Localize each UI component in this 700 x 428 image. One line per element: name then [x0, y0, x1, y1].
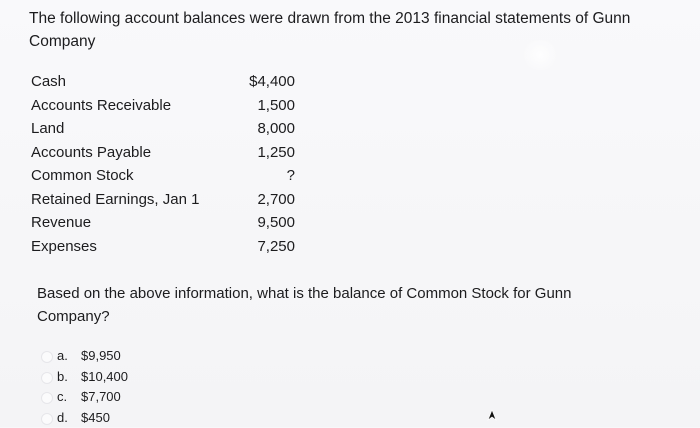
question-intro: The following account balances were drawn from the 2013 financial statements of Gunn Company — [29, 7, 669, 53]
answer-choice-a[interactable] — [41, 346, 241, 367]
balance-row-common-stock — [31, 164, 321, 188]
balance-label: Retained Earnings, Jan 1 — [31, 188, 199, 212]
balance-value: ? — [287, 164, 295, 188]
choice-text: $7,700 — [81, 387, 121, 408]
balance-row-accounts-receivable — [31, 94, 321, 118]
choice-letter: b. — [57, 367, 68, 388]
answer-choice-b[interactable] — [41, 367, 241, 388]
balance-label: Accounts Payable — [31, 141, 151, 165]
balance-label: Common Stock — [31, 164, 134, 188]
balance-row-expenses — [31, 235, 321, 259]
answer-choices — [41, 346, 241, 428]
balance-row-land — [31, 117, 321, 141]
radio-button[interactable] — [41, 351, 53, 363]
balance-label: Land — [31, 117, 64, 141]
balance-value: 9,500 — [257, 211, 295, 235]
balance-value: 1,250 — [257, 141, 295, 165]
balance-label: Expenses — [31, 235, 97, 259]
balance-value: 8,000 — [257, 117, 295, 141]
balance-label: Revenue — [31, 211, 91, 235]
account-balances-list — [31, 70, 321, 258]
balance-value: 7,250 — [257, 235, 295, 259]
balance-row-revenue — [31, 211, 321, 235]
question-prompt: Based on the above information, what is the balance of Common Stock for Gunn Company? — [37, 282, 637, 328]
balance-label: Cash — [31, 70, 66, 94]
mouse-pointer-icon — [487, 409, 497, 421]
radio-button[interactable] — [41, 372, 53, 384]
answer-choice-d[interactable] — [41, 408, 241, 428]
choice-letter: a. — [57, 346, 68, 367]
choice-letter: c. — [57, 387, 67, 408]
balance-row-cash — [31, 70, 321, 94]
balance-value: $4,400 — [249, 70, 295, 94]
balance-value: 1,500 — [257, 94, 295, 118]
balance-value: 2,700 — [257, 188, 295, 212]
choice-text: $10,400 — [81, 367, 128, 388]
balance-row-retained-earnings — [31, 188, 321, 212]
balance-label: Accounts Receivable — [31, 94, 171, 118]
choice-text: $450 — [81, 408, 110, 428]
answer-choice-c[interactable] — [41, 387, 241, 408]
balance-row-accounts-payable — [31, 141, 321, 165]
choice-text: $9,950 — [81, 346, 121, 367]
radio-button[interactable] — [41, 392, 53, 404]
radio-button[interactable] — [41, 413, 53, 425]
choice-letter: d. — [57, 408, 68, 428]
